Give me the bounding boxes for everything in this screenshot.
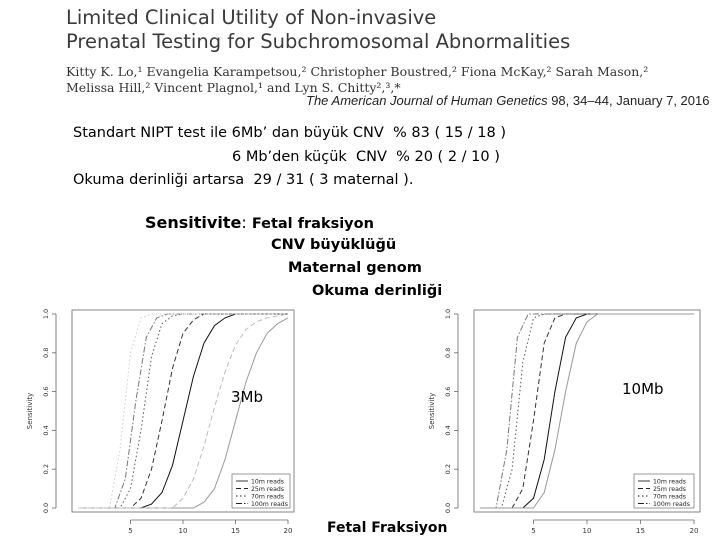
legend-label: 70m reads [251, 493, 285, 501]
legend-label: 10m reads [251, 478, 285, 486]
chart-label-3mb: 3Mb [231, 388, 264, 406]
author-line-1: Kitty K. Lo,¹ Evangelia Karampetsou,² Christopher Boustred,² Fiona McKay,² Sarah Mason,² [66, 64, 649, 79]
x-tick-label: 10 [178, 527, 188, 535]
y-axis-label: Sensitivity [26, 392, 34, 430]
paper-title-line-2: Prenatal Testing for Subchromosomal Abnormalities [66, 30, 571, 53]
y-axis-label: Sensitivity [428, 392, 436, 430]
legend-label: 25m reads [251, 485, 285, 493]
legend-label: 100m reads [251, 500, 288, 508]
sensitivity-heading [145, 213, 374, 232]
author-list [66, 64, 648, 96]
legend-label: 25m reads [653, 485, 687, 493]
journal-citation [306, 93, 709, 108]
sensitivity-colon: : [241, 213, 247, 232]
x-tick-label: 10 [582, 527, 592, 535]
x-tick-label: 15 [636, 527, 645, 535]
y-tick-label: 0.6 [444, 386, 452, 397]
x-tick-label: 15 [231, 527, 240, 535]
y-tick-label: 0.4 [444, 425, 452, 436]
y-tick-label: 0.2 [42, 464, 50, 475]
y-tick-label: 0.8 [42, 347, 50, 358]
sensitivity-heading-label: Sensitivite [145, 213, 242, 232]
x-tick-label: 20 [283, 527, 293, 535]
sensitivity-item-read-depth: Okuma derinliği [312, 283, 443, 299]
x-axis-caption: Fetal Fraksiyon [327, 520, 448, 536]
paper-title-line-1: Limited Clinical Utility of Non-invasive [66, 6, 437, 29]
legend [232, 474, 290, 508]
stat-line-read-depth: Okuma derinliği artarsa 29 / 31 ( 3 maternal ). [73, 172, 414, 188]
y-tick-label: 0.0 [444, 502, 452, 514]
stat-line-large-cnv: Standart NIPT test ile 6Mb’ dan büyük CNV % 83 ( 15 / 18 ) [73, 125, 506, 141]
stat-line-small-cnv: 6 Mb’den küçük CNV % 20 ( 2 / 10 ) [232, 149, 500, 165]
y-tick-label: 1.0 [444, 308, 452, 320]
legend-label: 100m reads [653, 500, 690, 508]
journal-name: The American Journal of Human Genetics [306, 93, 548, 108]
author-line-2: Melissa Hill,² Vincent Plagnol,¹ and Lyn S. Chitty²,³,* [66, 80, 401, 95]
legend [634, 474, 694, 508]
x-tick-label: 5 [128, 527, 133, 535]
x-tick-label: 20 [689, 527, 699, 535]
journal-volume-date: 98, 34–44, January 7, 2016 [547, 93, 710, 108]
x-tick-label: 5 [531, 527, 536, 535]
sensitivity-item-cnv-size: CNV büyüklüğü [271, 237, 397, 253]
y-tick-label: 1.0 [42, 308, 50, 320]
legend-label: 70m reads [653, 493, 687, 501]
y-tick-label: 0.8 [444, 347, 452, 358]
y-tick-label: 0.4 [42, 425, 50, 436]
y-tick-label: 0.0 [42, 502, 50, 514]
sensitivity-chart-3mb [8, 300, 308, 536]
chart-label-10mb: 10Mb [622, 380, 664, 398]
sensitivity-item-fetal-fraction: Fetal fraksiyon [251, 216, 374, 232]
y-tick-label: 0.2 [444, 464, 452, 475]
legend-label: 10m reads [653, 478, 687, 486]
sensitivity-item-maternal-genome: Maternal genom [288, 260, 422, 276]
y-tick-label: 0.6 [42, 386, 50, 397]
paper-title [66, 6, 570, 54]
sensitivity-chart-10mb [408, 300, 708, 536]
